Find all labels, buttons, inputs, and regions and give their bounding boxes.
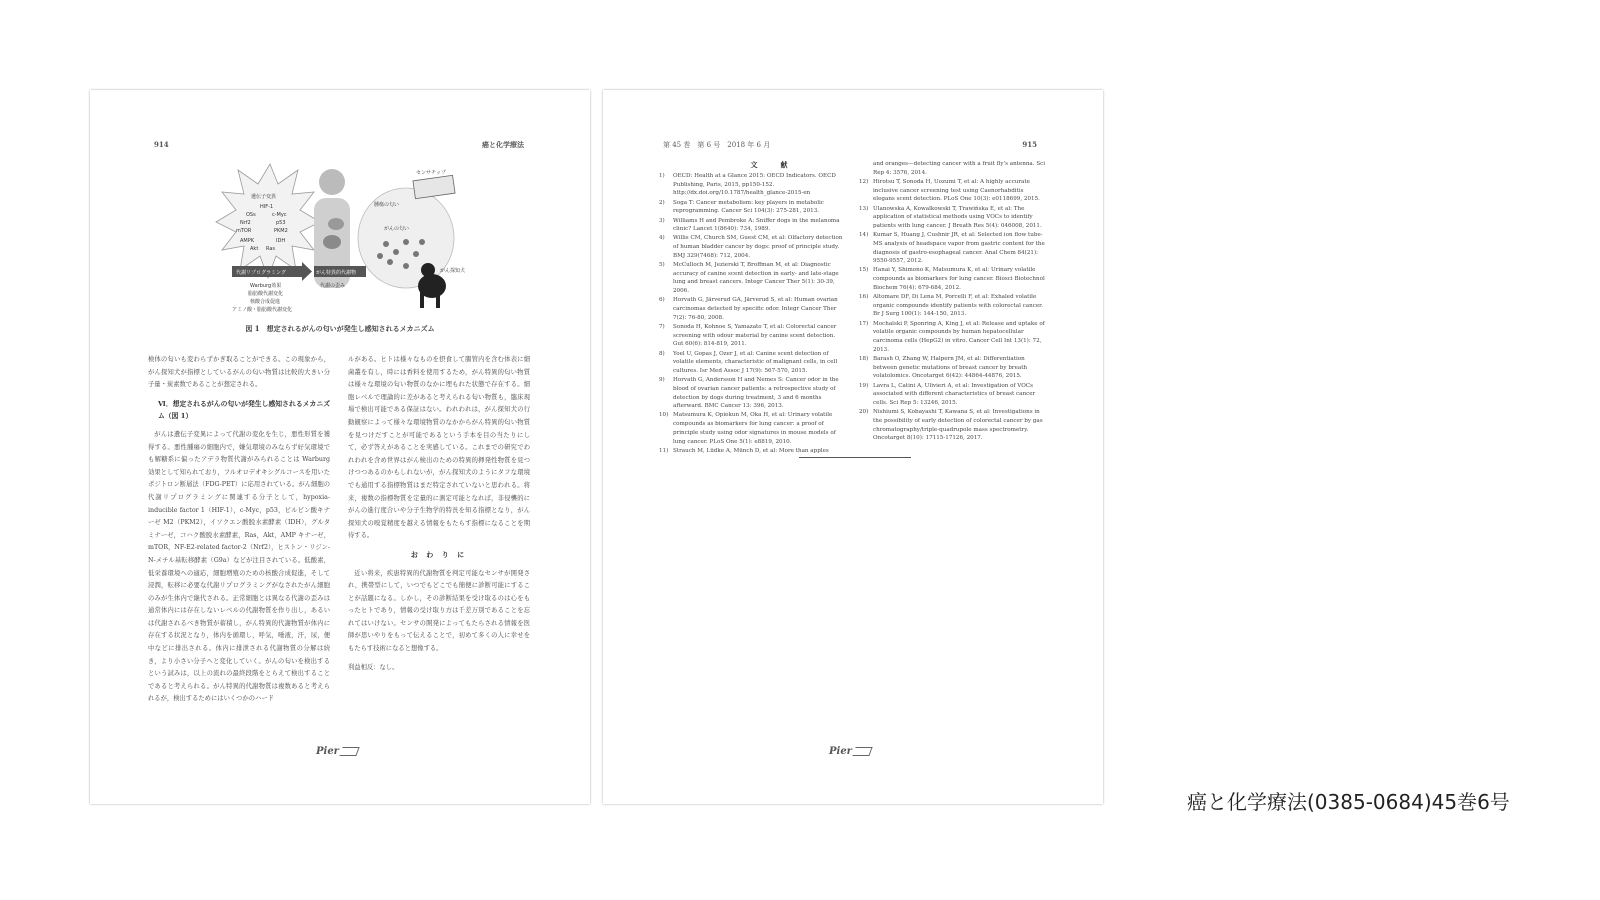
gene-label: OSs <box>246 212 256 218</box>
reference-number: 18) <box>859 355 869 362</box>
genes-title: 遺伝子変異 <box>251 194 277 200</box>
reference-text: Hanai Y, Shimono K, Matsumura K, et al: Urinary volatile compounds as biomarkers for lung cancer. Biosci Biotechnol Biochem 76(4): 679-684, 2012. <box>873 267 1045 291</box>
reference-number: 17) <box>859 320 869 327</box>
reference-text: Horvath G, Andersson H and Nemes S: Cancer odor in the blood of ovarian cancer patients: a retrospective study of detection by dogs during treatment, 3 and 6 months afterward. BMC Cancer 13: 396, 2013. <box>673 377 839 410</box>
reference-text: Soga T: Cancer metabolism: key players in metabolic reprogramming. Cancer Sci 104(3): 275-281, 2013. <box>673 199 824 215</box>
document-label: 癌と化学療法(0385-0684)45巻6号 <box>1187 790 1510 814</box>
reference-item <box>859 293 1047 319</box>
reference-number: 7) <box>659 323 665 330</box>
page-number: 915 <box>1022 140 1037 149</box>
reference-item <box>659 296 847 322</box>
gene-label: Nrf2 <box>240 220 251 226</box>
metabolic-distortion-label: 代謝の歪み <box>320 283 346 289</box>
reference-item <box>659 172 847 198</box>
reference-text: Williams H and Pembroke A: Sniffer dogs in the melanoma clinic? Lancet 1(8640): 734, 1989. <box>673 217 840 233</box>
sensor-chip-icon <box>413 175 455 198</box>
reference-text: McCulloch M, Jezierski T, Broffman M, et al: Diagnostic accuracy of canine scent detection in early- and late-stage lung and breast cancers. Integr Cancer Ther 5(1): 30-39, 2006. <box>673 262 839 295</box>
reference-item <box>859 408 1047 443</box>
reference-text: OECD: Health at a Glance 2015: OECD Indicators. OECD Publishing, Paris, 2015, pp150-152. http://dx.doi.org/10.1787/health_glance-2015-en <box>673 173 836 197</box>
right-page <box>603 90 1103 804</box>
figure-1 <box>210 162 470 342</box>
gene-label: p53 <box>276 220 286 226</box>
sensor-chip-label: センサチップ <box>416 170 446 176</box>
reference-item <box>859 382 1047 408</box>
publisher-logo <box>316 746 358 757</box>
reference-text: Willis CM, Church SM, Guest CM, et al: Olfactory detection of human bladder cancer by dogs: proof of principle study. BMJ 329(7468): 712, 2004. <box>673 235 843 259</box>
reference-number: 8) <box>659 350 665 357</box>
reference-number: 13) <box>859 205 869 212</box>
reference-number: 6) <box>659 297 665 304</box>
reprogramming-label: 代謝リプログラミング <box>236 270 286 276</box>
reference-item <box>859 355 1047 381</box>
page-number: 914 <box>154 140 169 149</box>
reference-number: 2) <box>659 199 665 206</box>
reference-number: 16) <box>859 294 869 301</box>
figure-illustration <box>210 162 470 322</box>
gene-label: mTOR <box>236 228 252 234</box>
conflict-of-interest: 利益相反：なし。 <box>348 663 399 671</box>
reference-number: 9) <box>659 377 665 384</box>
logo-text: Pier <box>316 746 339 757</box>
reference-number: 5) <box>659 262 665 269</box>
reference-item <box>659 199 847 216</box>
gene-label: AMPK <box>240 238 255 244</box>
effect-label: 核酸合成促進 <box>250 299 281 305</box>
reference-item <box>659 350 847 376</box>
reference-number: 1) <box>659 173 665 179</box>
smell-of-illness-label: 腫瘍の匂い <box>374 202 400 208</box>
paragraph: ルがある。ヒトは様々なものを摂食して腸管内を含む体表に細菌叢を有し，時には香料を使用するため，がん特異的匂い物質は様々な環境の匂い物質のなかに埋もれた状態で存在する。細胞レベルで理論的に差があると考えられる匂い物質も，臨床現場で検出可能である保証はない。われわれは，がん探知犬の行動観察によって様々な環境物質のなかからがん特異的匂い物質を見つけだすことが可能であるという手本を目の当たりにして，必ず答えがあることを実感している。これまでの研究でわれわれを含め世界はがん検出のための特異的揮発性物質を見つけつつあるのかもしれないが，がん探知犬のようにタフな環境でも通用する指標物質はまだ特定されていないと思われる。将来，複数の指標物質を定量的に測定可能となれば，非侵襲的にがんの進行度合いや分子生物学的特長を知る指標となり，がん探知犬の嗅覚精度を越える情報をもたらす指標になることを期待する。 <box>348 356 530 540</box>
gene-mutation-burst <box>216 164 320 278</box>
reference-number: 11) <box>659 447 669 454</box>
reference-item <box>659 411 847 446</box>
gene-label: Akt <box>250 246 259 252</box>
gene-label: Ras <box>266 246 276 252</box>
reference-item <box>659 217 847 234</box>
effect-label: 脂肪酸代謝変化 <box>248 291 284 297</box>
gene-label: IDH <box>276 238 286 244</box>
conclusion-heading: お わ り に <box>410 549 468 559</box>
reference-text: Kumar S, Huang J, Cushnir JR, et al: Selected ion flow tube-MS analysis of headspace vapor from gastric content for the diagnosis of gastro-esophageal cancer. Anal Chem 84(21): 9550-9557, 2012. <box>873 232 1045 265</box>
reference-text: Hirotsu T, Sonoda H, Uozumi T, et al: A highly accurate inclusive cancer screening test using Caenorhabditis elegans scent detection. PLoS One 10(3): e0118699, 2015. <box>873 178 1040 203</box>
metabolites-label: がん特異的代謝物 <box>316 270 357 276</box>
logo-mark-icon <box>852 747 872 756</box>
reference-item <box>659 234 847 260</box>
gene-label: HIF-1 <box>260 204 274 210</box>
reference-number: 4) <box>659 235 665 242</box>
references-column-2 <box>859 160 1047 444</box>
reference-text: Barash O, Zhang W, Halpern JM, et al: Differentiation between genetic mutations of breast cancer by breath volatolomics. Oncotarget 6(42): 44864-44876, 2015. <box>873 355 1028 380</box>
left-column-2 <box>348 354 530 680</box>
logo-mark-icon <box>339 747 359 756</box>
reference-item <box>659 323 847 349</box>
reference-number: 19) <box>859 382 869 389</box>
reference-number: 20) <box>859 409 869 416</box>
reference-text: Strauch M, Lüdke A, Münch D, et al: More than apples <box>673 447 829 454</box>
reference-item <box>859 231 1047 266</box>
reference-item <box>659 447 847 456</box>
cancer-smell-label: がんの匂い <box>384 226 410 232</box>
reference-number: 15) <box>859 267 869 274</box>
reference-item <box>859 178 1047 204</box>
reference-number: 12) <box>859 178 869 185</box>
reference-text: Lavra L, Catini A, Ulivieri A, et al: Investigation of VOCs associated with different characteristics of breast cancer cells. Sci Rep 5: 13246, 2015. <box>873 382 1036 406</box>
reference-text: Sonoda H, Kohnoe S, Yamazato T, et al: Colorectal cancer screening with odour material by canine scent detection. Gut 60(6): 814-819, 2011. <box>673 323 837 348</box>
end-rule <box>799 457 911 458</box>
reference-item <box>659 376 847 411</box>
issue-header: 第 45 巻 第 6 号 2018 年 6 月 <box>663 141 771 149</box>
reference-text: Matsumura K, Opiekun M, Oka H, et al: Urinary volatile compounds as biomarkers for lung cancer: a proof of principle study using odor signatures in mouse models of lung cancer. PLoS One 5(1): e8819, 2010. <box>673 412 836 445</box>
gene-label: PKM2 <box>274 228 288 234</box>
paragraph: 近い将来，疾患特異的代謝物質を判定可能なセンサが開発され，携帯型にして，いつでもどこでも簡便に診断可能にすることが話題になる。しかし，その診断結果を受け取るのは心をもったヒトであり，情報の受け取り方は千差万別であることを忘れてはいけない。センサの開発によってもたらされる情報を医師が思いやりをもって伝えることで，初めて多くの人に幸せをもたらす技術になると想像する。 <box>348 569 530 653</box>
cancer-dog-label: がん探知犬 <box>440 268 466 274</box>
reference-number: 10) <box>659 412 669 419</box>
left-page <box>90 90 590 804</box>
references-title: 文 献 <box>750 160 796 169</box>
reference-text: Mochalski P, Sponring A, King J, et al: Release and uptake of volatile organic compounds by human hepatocellular carcinoma cells (HepG2) in vitro. Cancer Cell Int 13(1): 72, 2013. <box>873 320 1045 353</box>
publisher-logo <box>829 746 871 757</box>
section-heading: Ⅵ．想定されるがんの匂いが発生し感知されるメカニズム（図 1） <box>158 399 330 421</box>
paragraph: がんは遺伝子変異によって代謝の変化を生じ，悪性形質を獲得する。悪性腫瘍の細胞内で，嫌気環境のみならず好気環境でも解糖系に偏ったアデラ物質代謝がみられることは Warburg 効果として知られており，フルオロデオキシグルコースを用いたポジトロン断層法（FDG-PET）に応用されている。がん細胞の代謝リプログラミングに関連する分子として，hypoxia-inducible factor 1（HIF-1），c-Myc，p53，ピルビン酸キナーゼ M2（PKM2），イソクエン酸脱水素酵素（IDH），グルタミナーゼ，コハク酸脱水素酵素，Ras，Akt，AMP キナーゼ，mTOR，NF-E2-related factor-2（Nrf2），ヒストン・リジン-N-メチル基転移酵素（G9a）などが注目されている。低酸素，低栄養環境への適応，細胞増殖のための核酸合成促進，そして浸潤，転移に必要な代謝リプログラミングがなされたがん細胞のみが生体内で継代される。正常細胞とは異なる代謝の歪みは通常体内には存在しないレベルの代謝物質を作り出し，あるいは代謝されるべき物質が蓄積し，がん特異的代謝物質が体内に存在する状況となり，体内を循環し，呼気，唾液，汗，尿，便中などに排出される。体内に排泄される代謝物質の分解は続き，より小さい分子へと変化していく。がんの匂いを検出するという試みは，以上の流れの最終段階をとらえて検出することであると考えられる。がん特異的代謝物質は複数あると考えられるが，検出するためにはいくつかのハード <box>148 430 330 703</box>
gene-label: c-Myc <box>272 212 287 218</box>
effect-label: Warburg効果 <box>250 283 282 289</box>
reference-item <box>859 266 1047 292</box>
reference-number: 14) <box>859 232 869 239</box>
reference-item <box>859 320 1047 355</box>
references-column-1 <box>659 172 847 456</box>
reference-text: Yoel U, Gopas J, Ozer J, et al: Canine scent detection of volatile elements, characteristic of malignant cells, in cell cultures. Isr Med Assoc J 17(9): 567-570, 2015. <box>673 350 838 374</box>
reference-item <box>659 261 847 296</box>
reference-text: Horvath G, Järverud GA, Järverud S, et al: Human ovarian carcinomas detected by specific odor. Integr Cancer Ther 7(2): 76-80, 2008. <box>673 297 838 321</box>
logo-text: Pier <box>829 746 852 757</box>
paragraph: 検体の匂いも変わらずかぎ取ることができる。この現象から，がん探知犬が指標としているがんの匂い物質は比較的大きい分子量・炭素数であることが想定される。 <box>148 356 330 389</box>
reference-text: Altomare DF, Di Lena M, Porcelli F, et al: Exhaled volatile organic compounds identify patients with colorectal cancer. Br J Surg 100(1): 144-150, 2013. <box>873 294 1044 318</box>
figure-caption: 図 1 想定されるがんの匂いが発生し感知されるメカニズム <box>245 324 435 333</box>
journal-title: 癌と化学療法 <box>482 140 524 149</box>
reference-text: Nishiumi S, Kobayashi T, Kawana S, et al: Investigations in the possibility of early detection of colorectal cancer by gas chromatography/triple-quadrupole mass spectrometry. Oncotarget 8(10): 17115-17126, 2017. <box>873 409 1043 442</box>
reference-text: Ulanowska A, Kowalkowski T, Trawińska E, et al: The application of statistical methods using VOCs to identify patients with lung cancer. J Breath Res 5(4): 046008, 2011. <box>873 205 1042 229</box>
reference-number: 3) <box>659 217 665 224</box>
reference-item <box>859 205 1047 231</box>
reference-text: and oranges—detecting cancer with a fruit fly's antenna. Sci Rep 4: 3576, 2014. <box>873 161 1046 176</box>
effect-label: アミノ酸・脂肪酸代謝変化 <box>232 307 293 313</box>
left-column-1 <box>148 354 330 712</box>
reference-item <box>859 160 1047 177</box>
